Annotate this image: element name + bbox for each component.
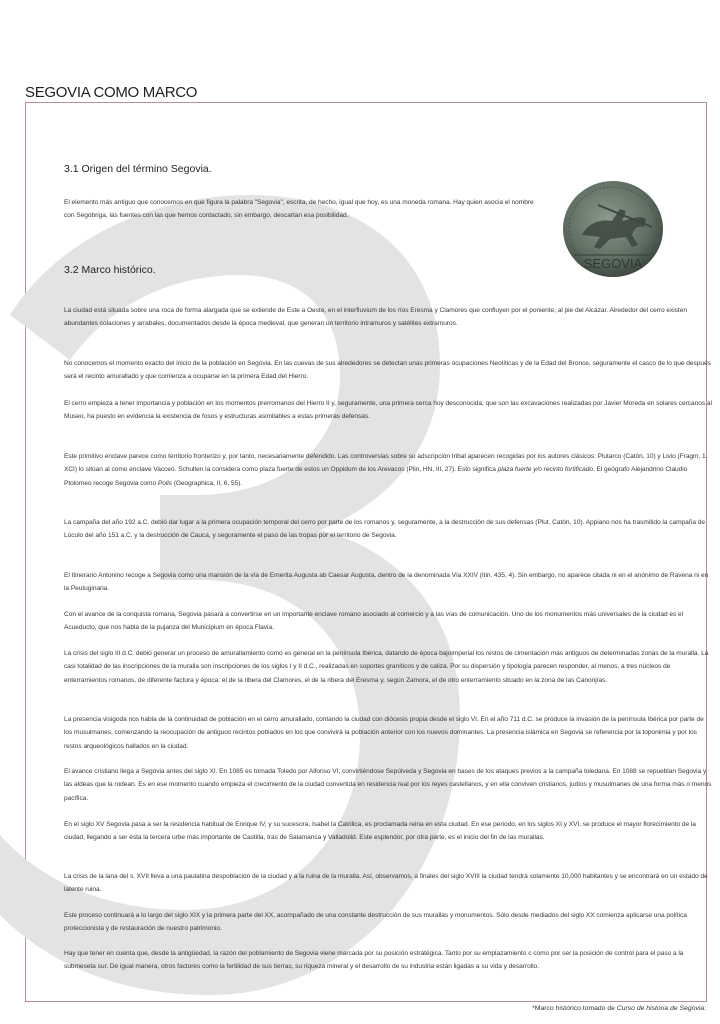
coin-image — [560, 175, 666, 281]
footnote — [532, 1005, 706, 1012]
paragraph-history-9: La presencia visigoda nos habla de la continuidad de población en el cerro amurallado, contando la ciudad con diócesis propia desde el siglo VI. En el año 711 d.C. se produce la invasión de la península Ibérica por parte de los musulmanes, comenzando la reocupación de antiguos recintos poblados en los que convivirá la población anterior con los nuevos dominantes. La presencia islámica en Segovia se referencia por la toponimia y por los restos arqueológicos hallados en la ciudad. — [64, 716, 704, 750]
paragraph-history-4 — [64, 450, 712, 490]
paragraph-history-11: En el siglo XV Segovia pasa a ser la residencia habitual de Enrique IV, y su sucesora, Isabel la Católica, es proclamada reina en esta ciudad. En ese periodo, en los siglos XI y XVI, se produce el mayor florecimiento de la ciudad, llegando a ser ésta la tercera urbe más importante de Castilla, tras de Salamanca y Valladolid. Este esplendor, por otra parte, es el inicio del fin de las murallas. — [64, 821, 696, 842]
footnote-suffix: . — [704, 1005, 706, 1012]
paragraph-history-4-italic-a: plaza fuerte y/o recinto fortificado — [497, 466, 593, 474]
paragraph-history-5: La campaña del año 192 a.C. debió dar lugar a la primera ocupación temporal del cerro por parte de los romanos y, seguramente, a la destrucción de sus defensas (Plut. Catón, 10). Appiano nos ha trasmitido la campaña de Lúculo del año 151 a.C. y la destrucción de Cauca, y seguramente el paso de las tropas por el territorio de Segovia. — [64, 519, 706, 540]
coin-inscription: SEGOVIA — [583, 256, 643, 271]
paragraph-history-7: Con el avance de la conquista romana, Segovia pasará a convertirse en un importante enclave romano asociado al comercio y a las vías de comunicación. Uno de los monumentos más universales de la ciudad es el Acueducto, que nos habla de la pujanza del Municipium en época Flavia. — [64, 611, 684, 632]
paragraph-history-4-italic-b: Polis — [157, 479, 172, 487]
section-heading-origin: 3.1 Origen del término Segovia. — [64, 163, 212, 175]
paragraph-origin: El elemento más antiguo que conocemos en que figura la palabra "Segovia", escrita, de hecho, igual que hoy, es una moneda romana. Hay quien asocia el nombre con Segóbriga, las fuentes con las que hemos contactado, sin embargo, descartan esa posibilidad. — [64, 199, 534, 220]
paragraph-history-6: El Itinerario Antonino recoge a Segovia como una mansión de la vía de Emerita Augusta ab Caesar Augusta, dentro de la denominada Vía XXIV (Itin. 435, 4). Sin embargo, no aparece citada ni en el anónimo de Ravena ni en la Peutuginaria. — [64, 572, 709, 593]
paragraph-history-4-text-b: . El geógrafo Alejandrino Claudio Ptolomeo recoge Segovia como — [64, 466, 688, 487]
paragraph-history-12: La crisis de la lana del s. XVII lleva a una paulatina despoblación de la ciudad y a la ruina de la muralla. Así, observamos, a finales del siglo XVIII la ciudad tendrá solamente 10.000 habitantes y se encontrará en un estado de latente ruina. — [64, 873, 708, 894]
paragraph-history-4-text-c: (Geographica, II, 6, 55). — [171, 479, 243, 487]
paragraph-history-8: La crisis del siglo III d.C. debió generar un proceso de amurallamiento como es general en la península Ibérica, datando de época bajoimperial los restos de cimentación más antiguos de determinadas zonas de la muralla. La casi totalidad de las inscripciones de la muralla son inscripciones de los siglos I y II d.C., realizadas en soportes graníticos y de caliza. Por su dispersión y tipología parecen responder, al menos, a tres núcleos de enterramientos romanos, de diferente factura y época: el de la ribera del Clamores, el de la ribera del Eresma y, según Zamora, el de otro enterramiento situado en la zona de las Canonjías. — [64, 650, 709, 684]
paragraph-history-4-text-a: Este primitivo enclave parece como territorio fronterizo y, por tanto, necesariamente defendido. Las controversias sobre su adscripción tribal aparecen recogidas por los autores clásicos: Plutarco (Catón, 10) y Livio (Fragm, 1, XCI) lo sitúan al como enclave Vacceo. Schulten la considera como plaza fuerte de estos un Oppidum de los Arevacos (Plin, HN, III, 27). Esto significa — [64, 453, 708, 474]
footnote-source-title: Curso de historia de Segovia — [616, 1005, 705, 1012]
paragraph-history-14: Hay que tener en cuenta que, desde la antigüedad, la razón del poblamiento de Segovia viene marcada por su posición estratégica. Tanto por su emplazamiento c como por ser la posición de control para el paso a la submeseta sur. De igual manera, otros factores como la fertilidad de sus tierras, su riqueza mineral y el desarrollo de su industria están ligadas a su vida y desarrollo. — [64, 950, 684, 971]
paragraph-history-1: La ciudad está situada sobre una roca de forma alargada que se extiende de Este a Oeste, en el interfluvium de los ríos Eresma y Clamores que confluyen por el poniente, al pie del Alcázar. Alrededor del cerro existen abundantes colaciones y arrabales, documentados desde la época medieval, que generan un territorio intramuros y satélites extramuros. — [64, 307, 687, 328]
paragraph-history-3: El cerro empieza a tener importancia y población en los momentos prerromanos del Hierro II y, seguramente, una primera cerca hoy desconocida, que son las excavaciones realizadas por Javier Moreda en solares cercanos al Museo, ha puesto en evidencia la existencia de fosos y estructuras asimilables a estas primeras defensas. — [64, 400, 712, 421]
paragraph-history-10: El avance cristiano llega a Segovia antes del siglo XI. En 1085 es tomada Toledo por Alfonso VI, convirtiéndose Sepúlveda y Segovia en bases de los ataques previos a la campaña toledana. En 1088 se repueblan Segovia y las aldeas que la rodean. Es en ese momento cuando empieza el crecimiento de la ciudad convertida en residencia real por los reyes castellanos, y en ella conviven cristianos, judíos y musulmanes de una forma más o menos pacífica. — [64, 768, 712, 802]
footnote-prefix: *Marco histórico tomado de — [532, 1005, 617, 1012]
section-heading-history: 3.2 Marco histórico. — [64, 264, 156, 276]
paragraph-history-13: Este proceso continuará a lo largo del siglo XIX y la primera parte del XX, acompañado de una constante destrucción de sus murallas y monumentos. Sólo desde mediados del siglo XX comienza aplicarse una política proteccionista y de restauración de nuestro patrimonio. — [64, 912, 687, 933]
paragraph-history-2: No conocemos el momento exacto del inicio de la población en Segovia. En las cuevas de sus alrededores se detectan unas primeras ocupaciones Neolíticas y de la Edad del Bronce, seguramente el casco de lo que después será el recinto amurallado y que comienza a ocuparse en la primera Edad del Hierro. — [64, 360, 711, 381]
page-title: SEGOVIA COMO MARCO — [25, 84, 198, 101]
